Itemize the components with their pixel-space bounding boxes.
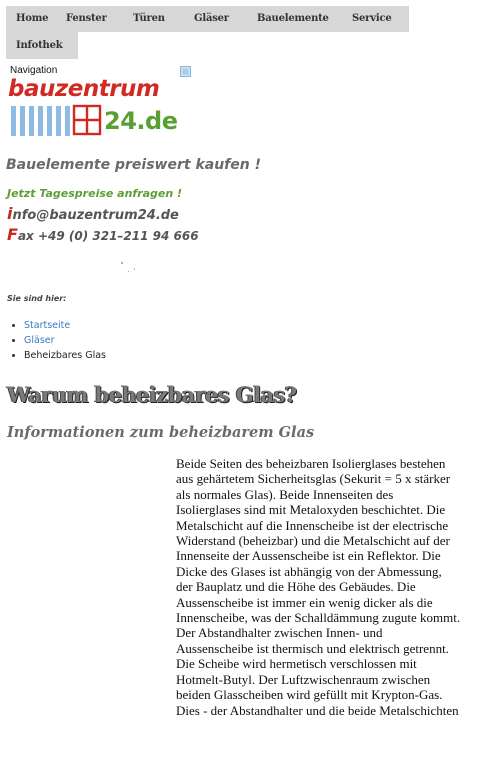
bullet-icon — [12, 354, 15, 357]
breadcrumb-current: Beheizbares Glas — [24, 350, 106, 361]
page-subtitle: Informationen zum beheizbarem Glas — [7, 424, 315, 441]
fax-initial: F — [7, 225, 18, 244]
nav-item-fenster[interactable]: Fenster — [66, 13, 107, 24]
logo-domain: 24.de — [104, 107, 178, 135]
body-line: beiden Glasscheiben wird gefüllt mit Krypton-Gas. — [176, 687, 443, 703]
logo-wordmark: bauzentrum — [8, 76, 160, 102]
nav-item-tueren[interactable]: Türen — [133, 13, 165, 24]
nav-item-service[interactable]: Service — [352, 13, 392, 24]
body-line: Innenscheibe, was der Schalldämmung zugute kommt. — [176, 610, 461, 626]
scan-speck — [128, 271, 129, 272]
breadcrumb-item — [10, 333, 106, 348]
contact-fax — [7, 225, 199, 244]
scan-speck — [134, 268, 135, 270]
page-title: Warum beheizbares Glas? — [7, 382, 297, 407]
body-line: Der Abstandhalter zwischen Innen- und — [176, 625, 383, 641]
navigation-caption: Navigation — [10, 65, 58, 76]
body-line: aus gehärtetem Sicherheitsglas (Sekurit = 5 x stärker — [176, 471, 451, 487]
nav-item-bauelemente[interactable]: Bauelemente — [257, 13, 329, 24]
body-line: Dicke des Glases ist abhängig von der Abmessung, — [176, 563, 442, 579]
body-line: Aussenscheibe ist immer ein wenig dicker als die — [176, 594, 433, 610]
nav-item-glaeser[interactable]: Gläser — [194, 13, 229, 24]
nav-item-infothek[interactable]: Infothek — [16, 40, 63, 51]
body-line: Innenseite der Aussenscheibe ist ein Reflektor. Die — [176, 548, 441, 564]
logo-window — [74, 106, 100, 134]
body-line: Die Scheibe wird hermetisch verschlossen mit — [176, 656, 417, 672]
contact-email[interactable] — [7, 204, 179, 223]
breadcrumb — [10, 318, 106, 363]
bullet-icon — [12, 324, 15, 327]
email-initial: i — [7, 204, 13, 223]
logo-stripes — [11, 106, 70, 136]
breadcrumb-item — [10, 318, 106, 333]
article-body — [176, 456, 481, 718]
price-request-cta: Jetzt Tagespreise anfragen ! — [7, 187, 183, 200]
breadcrumb-label: Sie sind hier: — [7, 294, 67, 303]
slogan: Bauelemente preiswert kaufen ! — [6, 157, 261, 173]
email-text: nfo@bauzentrum24.de — [12, 208, 179, 223]
fax-text: ax +49 (0) 321–211 94 666 — [17, 229, 199, 243]
breadcrumb-item — [10, 348, 106, 363]
breadcrumb-link-startseite[interactable]: Startseite — [24, 320, 71, 331]
body-line: Metalschicht auf die Innenscheibe ist der electrische — [176, 517, 449, 533]
scan-speck — [121, 262, 123, 264]
nav-item-home[interactable]: Home — [16, 13, 49, 24]
body-line: Dies - der Abstandhalter und die beide Metalschichten — [176, 702, 459, 718]
body-line: Hotmelt-Butyl. Der Luftzwischenraum zwischen — [176, 671, 431, 687]
body-line: Widerstand (beheizbar) und die Metalschicht auf der — [176, 533, 450, 549]
nav-empty-cell — [78, 32, 409, 59]
bullet-icon — [12, 339, 15, 342]
body-line: als normales Glas). Beide Innenseiten des — [176, 486, 394, 502]
body-line: Isolierglases sind mit Metaloxyden beschichtet. Die — [176, 502, 446, 518]
body-line: Aussenscheibe ist thermisch und elektrisch getrennt. — [176, 640, 449, 656]
body-line: Beide Seiten des beheizbaren Isolierglases bestehen — [176, 456, 446, 471]
top-navigation — [6, 6, 409, 59]
breadcrumb-link-glaeser[interactable]: Gläser — [24, 335, 55, 346]
body-line: der Bauplatz und die Höhe des Gebäudes. Die — [176, 579, 416, 595]
